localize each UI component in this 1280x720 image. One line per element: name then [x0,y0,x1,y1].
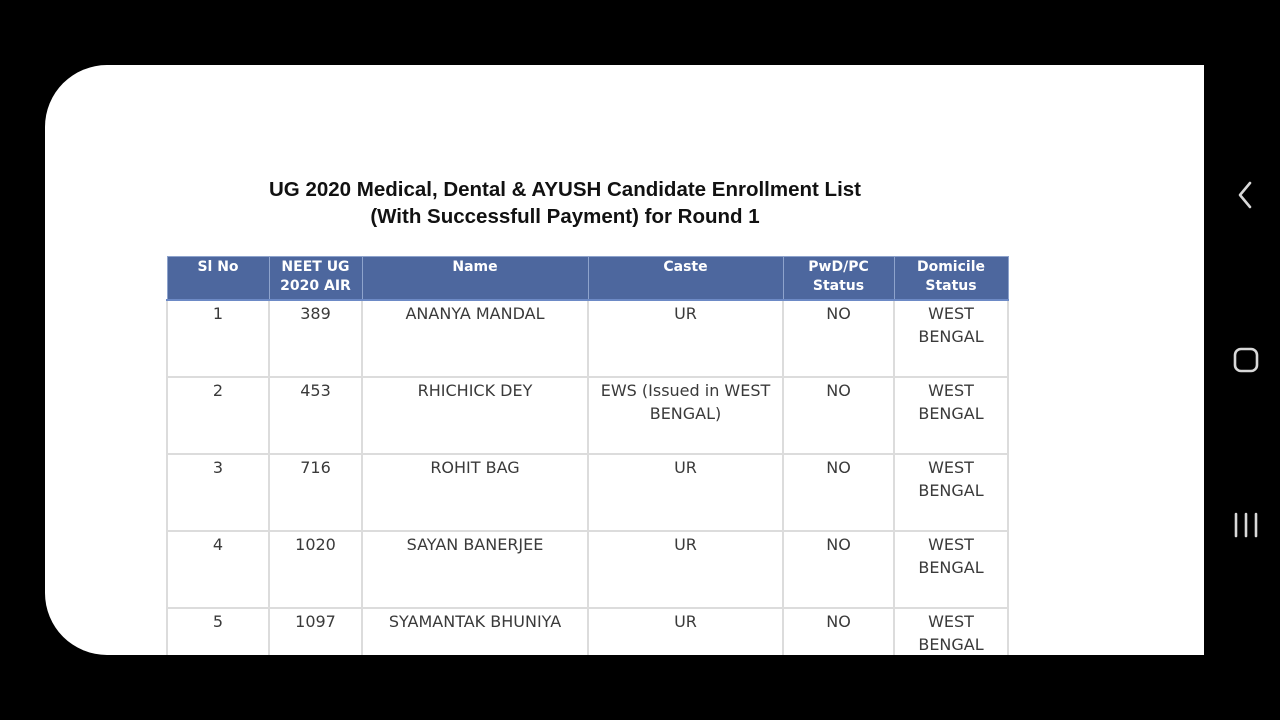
cell-sl-no: 4 [167,531,269,608]
cell-pwd: NO [783,454,894,531]
document-title [165,176,965,230]
cell-pwd: NO [783,608,894,655]
document-title-line-1: UG 2020 Medical, Dental & AYUSH Candidate Enrollment List [269,178,861,201]
back-button[interactable] [1218,167,1274,223]
cell-name: ROHIT BAG [362,454,588,531]
header-name: Name [362,257,588,301]
cell-name: RHICHICK DEY [362,377,588,454]
cell-caste: EWS (Issued in WEST BENGAL) [588,377,783,454]
cell-air: 716 [269,454,362,531]
cell-domicile: WEST BENGAL [894,608,1008,655]
document-title-line-2: (With Successfull Payment) for Round 1 [370,205,760,228]
cell-air: 1020 [269,531,362,608]
table-row [167,377,1008,454]
table-row [167,608,1008,655]
table-row [167,531,1008,608]
cell-caste: UR [588,608,783,655]
cell-caste: UR [588,300,783,377]
header-neet-air: NEET UG 2020 AIR [269,257,362,301]
rounded-square-icon [1231,345,1261,375]
header-pwd-status: PwD/PC Status [783,257,894,301]
cell-domicile: WEST BENGAL [894,377,1008,454]
cell-sl-no: 5 [167,608,269,655]
header-sl-no: Sl No [167,257,269,301]
three-bars-icon [1231,510,1261,540]
cell-domicile: WEST BENGAL [894,531,1008,608]
cell-name: SAYAN BANERJEE [362,531,588,608]
cell-air: 453 [269,377,362,454]
cell-sl-no: 1 [167,300,269,377]
document-page[interactable] [45,65,1204,655]
home-button[interactable] [1218,332,1274,388]
recent-apps-button[interactable] [1218,497,1274,553]
cell-pwd: NO [783,377,894,454]
cell-pwd: NO [783,300,894,377]
header-domicile-status: Domicile Status [894,257,1008,301]
cell-name: SYAMANTAK BHUNIYA [362,608,588,655]
header-caste: Caste [588,257,783,301]
cell-name: ANANYA MANDAL [362,300,588,377]
cell-domicile: WEST BENGAL [894,300,1008,377]
cell-air: 389 [269,300,362,377]
table-row [167,454,1008,531]
cell-sl-no: 3 [167,454,269,531]
cell-caste: UR [588,454,783,531]
enrollment-table [166,256,1009,655]
table-row [167,300,1008,377]
cell-domicile: WEST BENGAL [894,454,1008,531]
cell-caste: UR [588,531,783,608]
cell-air: 1097 [269,608,362,655]
cell-sl-no: 2 [167,377,269,454]
chevron-left-icon [1233,180,1259,210]
android-navigation-bar [1204,0,1280,720]
table-header-row [167,257,1008,301]
cell-pwd: NO [783,531,894,608]
